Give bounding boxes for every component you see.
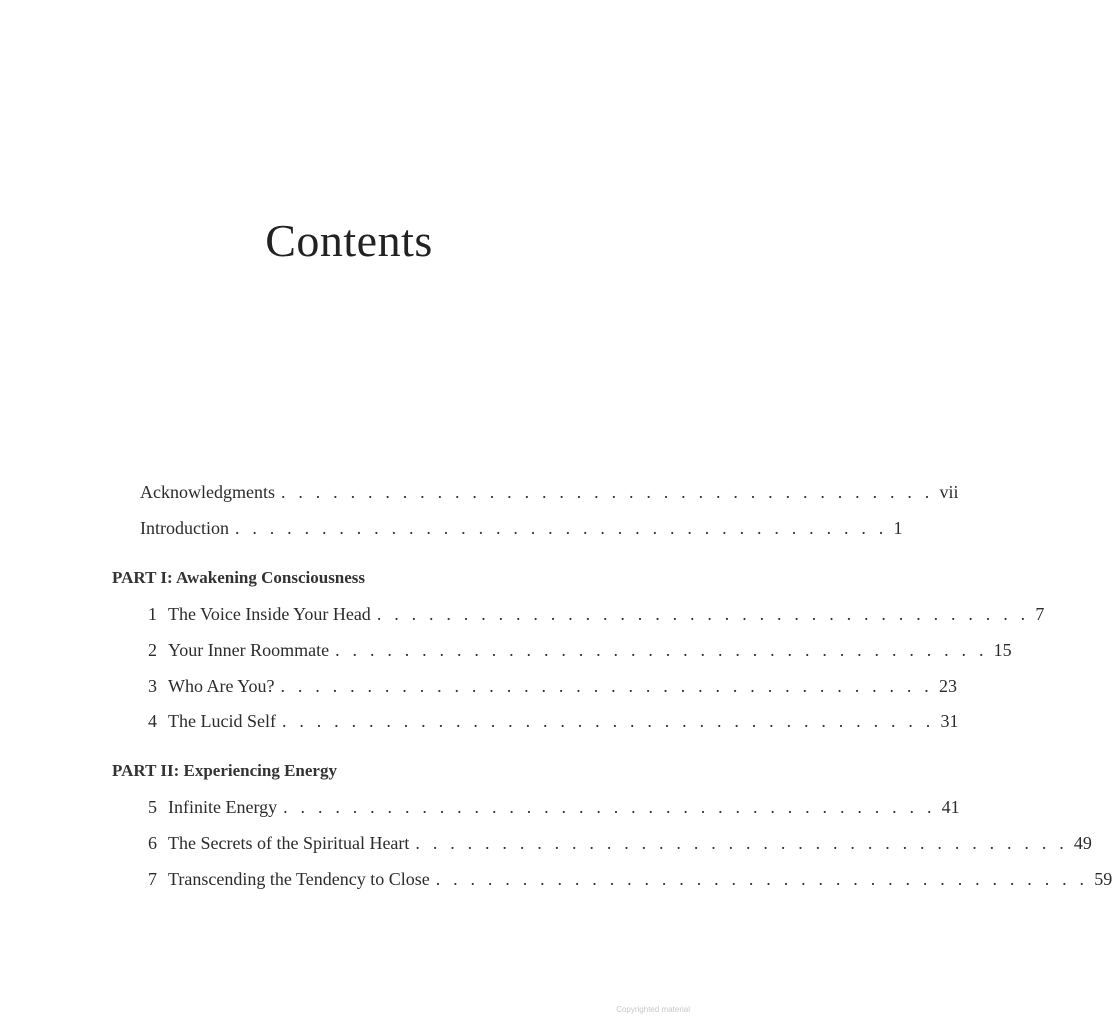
toc-entry-page: 41 (936, 795, 960, 819)
copyright-notice: Copyrighted material (616, 1005, 690, 1014)
dot-leader: . . . . . . . . . . . . . . . . . . . . . . . . . . . . . . . . . . . . . . (415, 833, 1068, 853)
toc-entry-page: 31 (934, 709, 958, 733)
toc-chapter-1[interactable] (148, 602, 1045, 626)
toc-entry-title: The Voice Inside Your Head (168, 602, 377, 626)
toc-entry-page: 59 (1088, 867, 1112, 891)
chapter-number: 7 (148, 869, 157, 889)
toc-entry-acknowledgments[interactable] (140, 480, 959, 504)
toc-entry-title: Acknowledgments (140, 480, 281, 504)
dot-leader: . . . . . . . . . . . . . . . . . . . . . . . . . . . . . . . . . . . . . . (280, 676, 933, 696)
toc-entry-page: 23 (933, 674, 957, 698)
toc-chapter-2[interactable] (148, 638, 1012, 662)
dot-leader: . . . . . . . . . . . . . . . . . . . . . . . . . . . . . . . . . . . . . . (335, 640, 988, 660)
part-heading-1: PART I: Awakening Consciousness (112, 568, 366, 587)
toc-entry-page: 49 (1068, 831, 1092, 855)
toc-entry-title: Introduction (140, 516, 235, 540)
toc-entry-introduction[interactable] (140, 516, 903, 540)
toc-chapter-5[interactable] (148, 795, 960, 819)
dot-leader: . . . . . . . . . . . . . . . . . . . . . . . . . . . . . . . . . . . . . . (234, 518, 888, 538)
chapter-number: 3 (148, 676, 157, 696)
dot-leader: . . . . . . . . . . . . . . . . . . . . . . . . . . . . . . . . . . . . . . (435, 869, 1089, 889)
toc-entry-page: 1 (887, 516, 902, 540)
toc-entry-page: vii (933, 480, 958, 504)
toc-entry-title: The Secrets of the Spiritual Heart (168, 831, 415, 855)
toc-chapter-4[interactable] (148, 709, 959, 733)
chapter-number: 2 (148, 640, 157, 660)
page-title: Contents (265, 215, 433, 266)
toc-entry-title: Transcending the Tendency to Close (168, 867, 436, 891)
toc-entry-page: 7 (1029, 602, 1044, 626)
chapter-number: 6 (148, 833, 157, 853)
part-heading-2: PART II: Experiencing Energy (112, 761, 337, 780)
toc-entry-page: 15 (988, 638, 1012, 662)
dot-leader: . . . . . . . . . . . . . . . . . . . . . . . . . . . . . . . . . . . . . . (281, 711, 935, 731)
toc-entry-title: Who Are You? (168, 674, 281, 698)
toc-chapter-7[interactable] (148, 867, 1112, 891)
chapter-number: 4 (148, 711, 157, 731)
dot-leader: . . . . . . . . . . . . . . . . . . . . . . . . . . . . . . . . . . . . . . (280, 482, 934, 502)
chapter-number: 1 (148, 604, 157, 624)
toc-entry-title: The Lucid Self (168, 709, 282, 733)
chapter-number: 5 (148, 797, 157, 817)
toc-chapter-3[interactable] (148, 674, 957, 698)
dot-leader: . . . . . . . . . . . . . . . . . . . . . . . . . . . . . . . . . . . . . . (376, 604, 1030, 624)
toc-entry-title: Your Inner Roommate (168, 638, 335, 662)
dot-leader: . . . . . . . . . . . . . . . . . . . . . . . . . . . . . . . . . . . . . . (283, 797, 936, 817)
toc-entry-title: Infinite Energy (168, 795, 283, 819)
toc-chapter-6[interactable] (148, 831, 1092, 855)
